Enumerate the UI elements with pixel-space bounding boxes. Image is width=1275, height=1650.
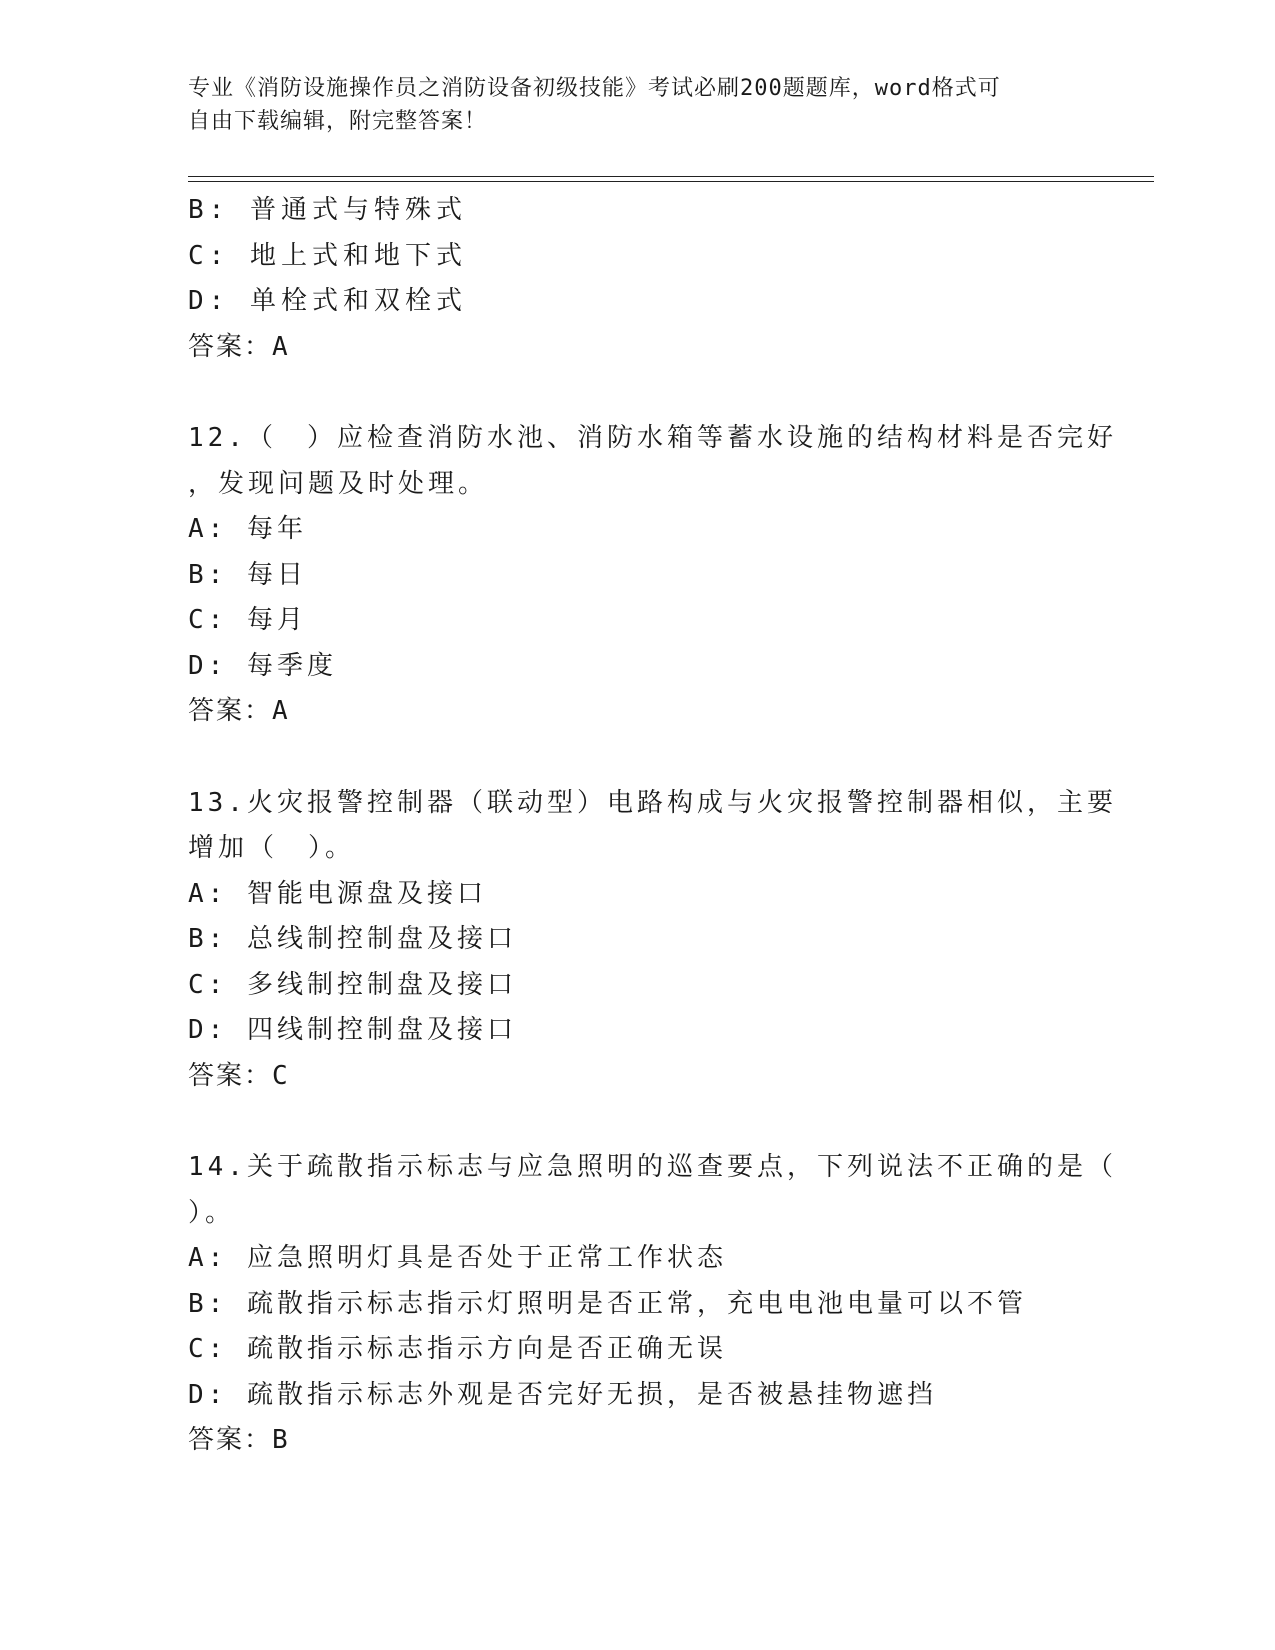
option-b: B: 普通式与特殊式 [188,195,467,225]
answer: 答案：A [188,696,290,726]
answer: 答案：C [188,1060,290,1091]
question-block-12 [188,416,1117,735]
question-block-13 [188,781,1117,1100]
option-d: D: 每季度 [188,650,337,681]
option-d: D: 疏散指示标志外观是否完好无损，是否被悬挂物遮挡 [188,1379,937,1410]
question-text-line-2: ）。 [188,1197,236,1228]
document-header [188,72,1068,138]
option-d: D: 四线制控制盘及接口 [188,1015,517,1045]
header-rule-thin [188,181,1154,182]
question-block-11 [188,188,1088,370]
question-text-line-1: 13.火灾报警控制器（联动型）电路构成与火灾报警控制器相似，主要 [188,787,1117,818]
option-a: A: 每年 [188,514,307,544]
option-a: A: 应急照明灯具是否处于正常工作状态 [188,1243,727,1273]
question-list [188,188,1117,1464]
answer: 答案：A [188,331,290,362]
option-b: B: 疏散指示标志指示灯照明是否正常，充电电池电量可以不管 [188,1288,1027,1319]
answer: 答案：B [188,1425,290,1455]
header-rule-thick [188,176,1154,177]
option-c: C: 每月 [188,605,307,635]
option-c: C: 地上式和地下式 [188,240,467,271]
question-text-line-2: 增加（ ）。 [188,833,356,863]
option-c: C: 多线制控制盘及接口 [188,969,517,1000]
option-d: D: 单栓式和双栓式 [188,286,467,316]
option-c: C: 疏散指示标志指示方向是否正确无误 [188,1334,727,1364]
question-text-line-1: 12.（ ）应检查消防水池、消防水箱等蓄水设施的结构材料是否完好 [188,423,1117,453]
option-b: B: 每日 [188,559,307,590]
header-line-2: 自由下载编辑，附完整答案！ [188,109,488,134]
question-text-line-2: ，发现问题及时处理。 [188,468,489,499]
header-line-1: 专业《消防设施操作员之消防设备初级技能》考试必刷200题题库，word格式可 [188,76,1001,101]
question-text-line-1: 14.关于疏散指示标志与应急照明的巡查要点，下列说法不正确的是（ [188,1152,1117,1182]
option-a: A: 智能电源盘及接口 [188,878,487,909]
question-block-14 [188,1145,1117,1464]
option-b: B: 总线制控制盘及接口 [188,924,517,954]
